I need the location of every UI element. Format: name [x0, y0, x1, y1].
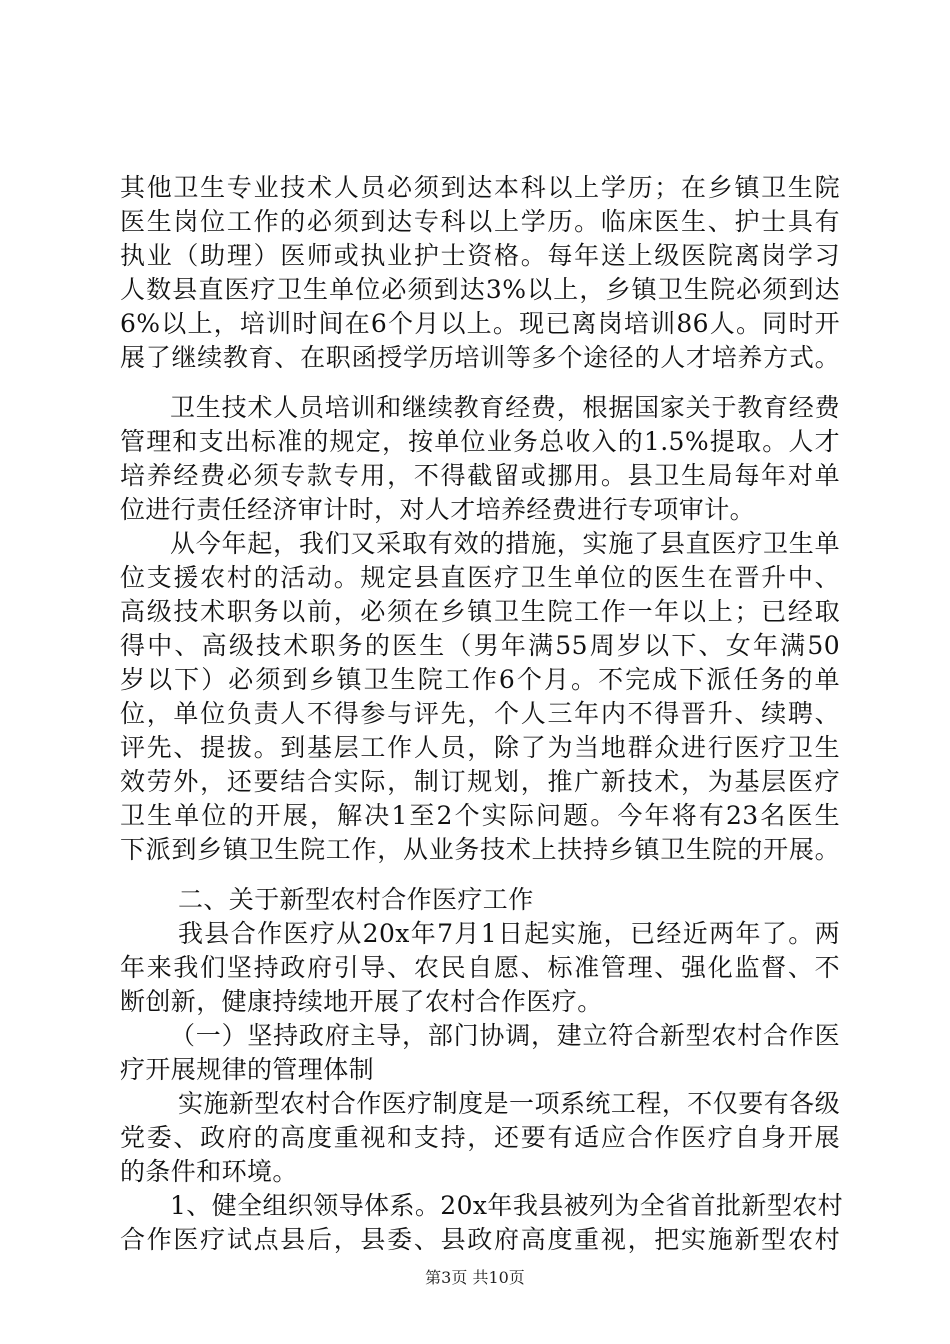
body-line: 的条件和环境。 — [120, 1157, 298, 1186]
body-line: 卫生单位的开展，解决1至2个实际问题。今年将有23名医生 — [120, 801, 840, 830]
body-line: 断创新，健康持续地开展了农村合作医疗。 — [120, 987, 603, 1016]
body-line: 党委、政府的高度重视和支持，还要有适应合作医疗自身开展 — [120, 1123, 840, 1152]
body-line: 实施新型农村合作医疗制度是一项系统工程，不仅要有各级 — [178, 1089, 840, 1118]
body-line: 其他卫生专业技术人员必须到达本科以上学历；在乡镇卫生院 — [120, 173, 840, 202]
body-line: 展了继续教育、在职函授学历培训等多个途径的人才培养方式。 — [120, 343, 840, 372]
subsection-heading: （一）坚持政府主导，部门协调，建立符合新型农村合作医 — [170, 1021, 840, 1050]
section-heading: 二、关于新型农村合作医疗工作 — [178, 885, 534, 914]
body-line: 效劳外，还要结合实际，制订规划，推广新技术，为基层医疗 — [120, 767, 840, 796]
body-line: 培养经费必须专款专用，不得截留或挪用。县卫生局每年对单 — [120, 461, 840, 490]
body-line: 岁以下）必须到乡镇卫生院工作6个月。不完成下派任务的单 — [120, 665, 840, 694]
body-line: 从今年起，我们又采取有效的措施，实施了县直医疗卫生单 — [170, 529, 840, 558]
body-line: 管理和支出标准的规定，按单位业务总收入的1.5%提取。人才 — [120, 427, 840, 456]
body-line: 位，单位负责人不得参与评先，个人三年内不得晋升、续聘、 — [120, 699, 840, 728]
body-line: 下派到乡镇卫生院工作，从业务技术上扶持乡镇卫生院的开展。 — [120, 835, 840, 864]
body-line: 1、健全组织领导体系。20x年我县被列为全省首批新型农村 — [170, 1191, 844, 1220]
body-line: 位支援农村的活动。规定县直医疗卫生单位的医生在晋升中、 — [120, 563, 840, 592]
body-line: 6%以上，培训时间在6个月以上。现已离岗培训86人。同时开 — [120, 309, 840, 338]
body-line: 得中、高级技术职务的医生（男年满55周岁以下、女年满50 — [120, 631, 840, 660]
body-line: 高级技术职务以前，必须在乡镇卫生院工作一年以上；已经取 — [120, 597, 840, 626]
subsection-heading: 疗开展规律的管理体制 — [120, 1055, 375, 1084]
body-line: 位进行责任经济审计时，对人才培养经费进行专项审计。 — [120, 495, 756, 524]
page-footer: 第3页 共10页 — [425, 1268, 525, 1287]
body-line: 评先、提拔。到基层工作人员，除了为当地群众进行医疗卫生 — [120, 733, 840, 762]
body-line: 执业（助理）医师或执业护士资格。每年送上级医院离岗学习 — [120, 241, 840, 270]
body-line: 人数县直医疗卫生单位必须到达3%以上，乡镇卫生院必须到达 — [120, 275, 840, 304]
body-line: 合作医疗试点县后，县委、县政府高度重视，把实施新型农村 — [120, 1225, 840, 1254]
body-line: 医生岗位工作的必须到达专科以上学历。临床医生、护士具有 — [120, 207, 840, 236]
body-line: 卫生技术人员培训和继续教育经费，根据国家关于教育经费 — [170, 393, 840, 422]
body-line: 年来我们坚持政府引导、农民自愿、标准管理、强化监督、不 — [120, 953, 840, 982]
body-line: 我县合作医疗从20x年7月1日起实施，已经近两年了。两 — [178, 919, 840, 948]
